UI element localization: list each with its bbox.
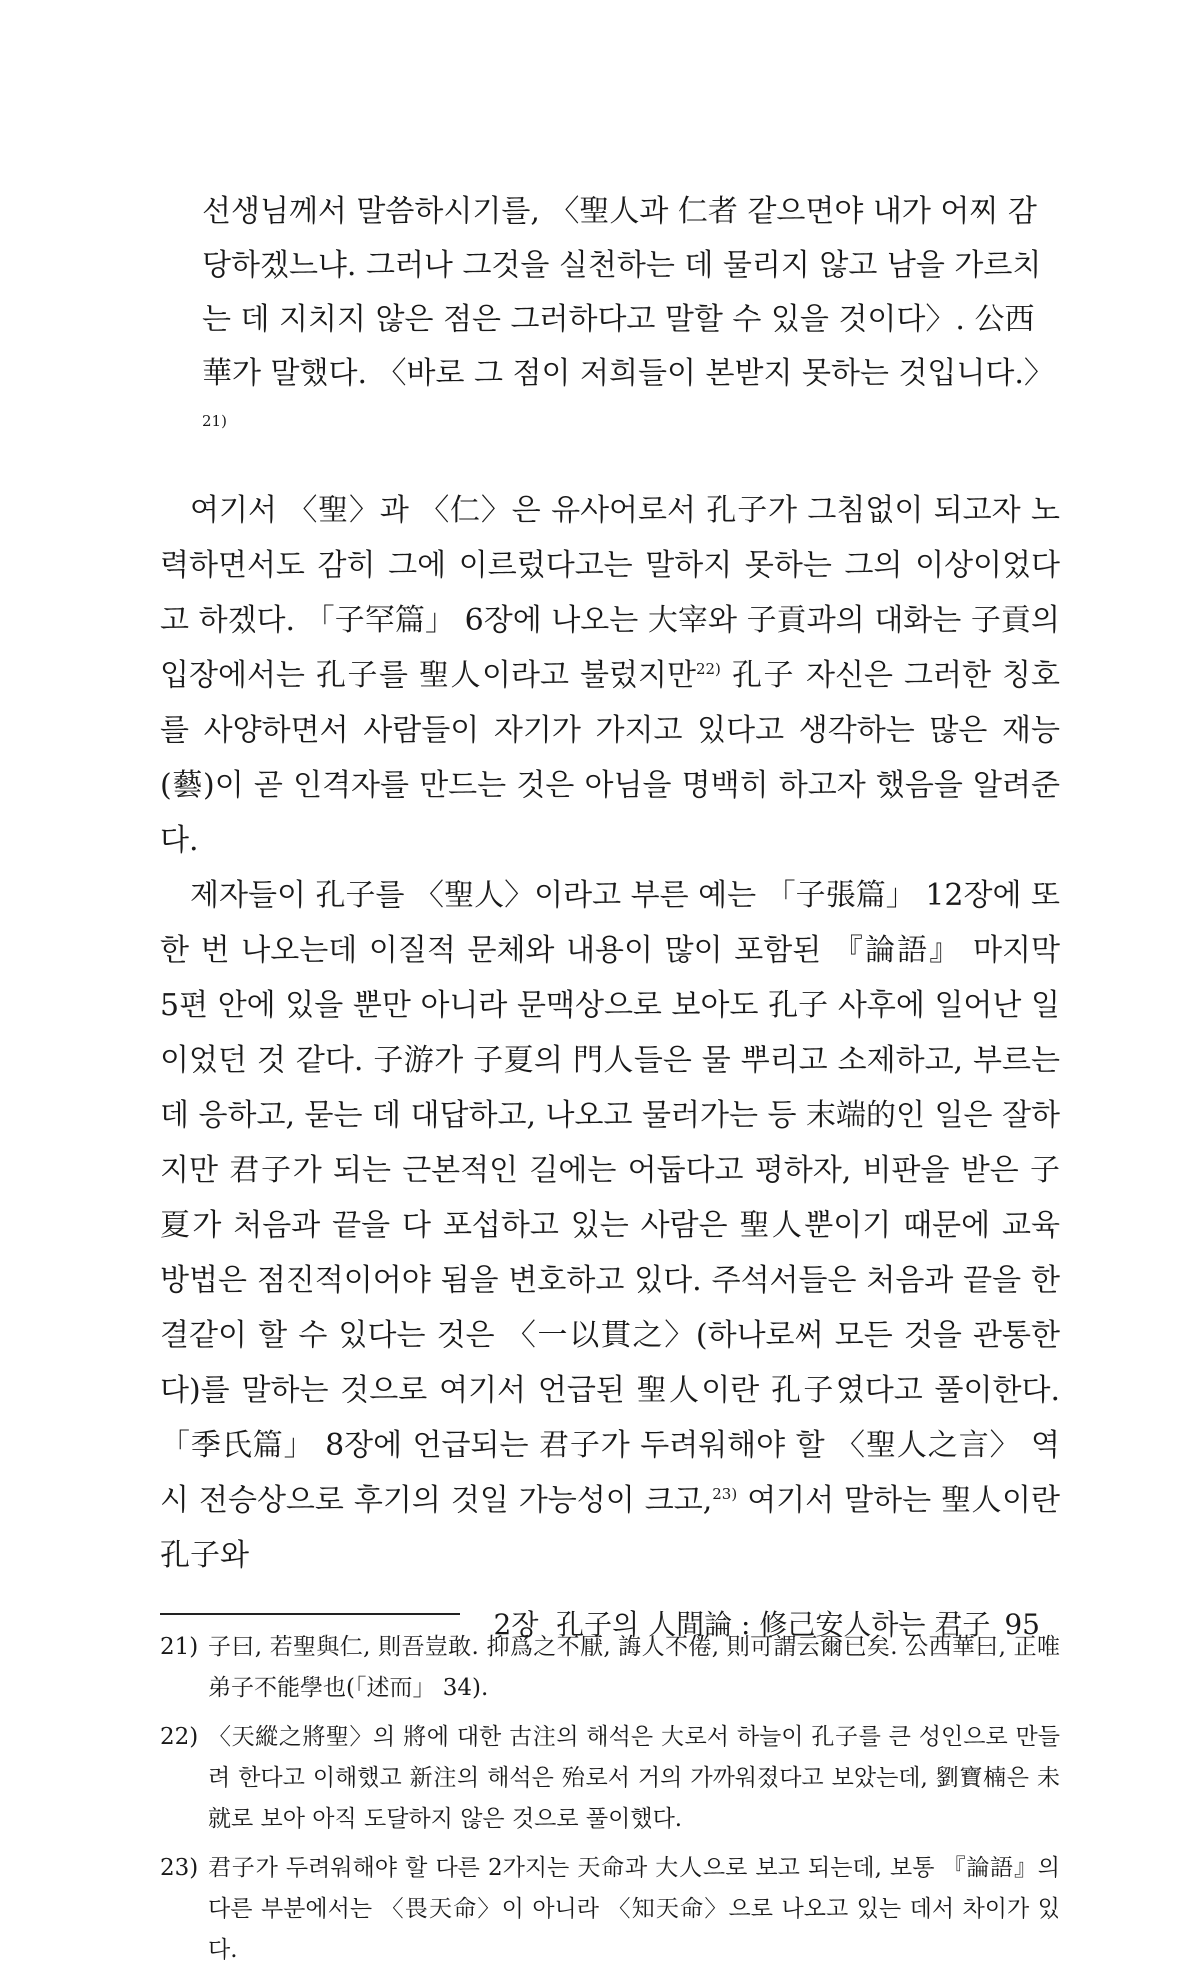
page-number: 95 <box>1004 1608 1040 1641</box>
footnote <box>160 1717 1060 1840</box>
body-text <box>160 185 1060 1979</box>
footnote-ref-22[interactable]: 22) <box>695 660 721 678</box>
footnote-ref-21[interactable]: 21) <box>202 412 227 430</box>
running-footer <box>494 1605 1041 1645</box>
paragraph-2-text-b: 여기서 말하는 聖人이란 孔子와 <box>160 1483 1060 1573</box>
quote-text: 선생님께서 말씀하시기를, 〈聖人과 仁者 같으면야 내가 어찌 감당하겠느냐. 그러나 그것을 실천하는 데 물리지 않고 남을 가르치는 데 지치지 않은 점은 그러하다고 말할 수 있을 것이다〉. 公西華가 말했다. 〈바로 그 점이 저희들이 본받지 못하는 것입니다.〉 <box>202 194 1054 391</box>
footnote-number: 22) <box>160 1724 199 1750</box>
running-title: 2장 孔子의 人間論 : 修己安人하는 君子 <box>493 1608 991 1641</box>
footnotes <box>160 1627 1060 1971</box>
paragraph-1-text-a: 여기서 〈聖〉과 〈仁〉은 유사어로서 孔子가 그침없이 되고자 노력하면서도 감히 그에 이르렀다고는 말하지 못하는 그의 이상이었다고 하겠다. 「子罕篇」 6장에 나오는 大宰와 子貢과의 대화는 子貢의 입장에서는 孔子를 聖人이라고 불렀지만 <box>160 493 1060 693</box>
block-quote <box>174 185 1060 455</box>
paragraph-1 <box>160 483 1060 868</box>
paragraph-1-text-b: 孔子 자신은 그러한 칭호를 사양하면서 사람들이 자기가 가지고 있다고 생각하는 많은 재능(藝)이 곧 인격자를 만드는 것은 아님을 명백히 하고자 했음을 알려준다. <box>160 658 1060 858</box>
footnote-divider <box>160 1613 460 1615</box>
footnote-number: 21) <box>160 1634 199 1660</box>
footnote-text: 〈天縱之將聖〉의 將에 대한 古注의 해석은 大로서 하늘이 孔子를 큰 성인으로 만들려 한다고 이해했고 新注의 해석은 殆로서 거의 가까워졌다고 보았는데, 劉寶楠은 未就로 보아 아직 도달하지 않은 것으로 풀이했다. <box>208 1724 1060 1832</box>
footnote-text: 子曰, 若聖與仁, 則吾豈敢. 抑爲之不厭, 誨人不倦, 則可謂云爾已矣. 公西華曰, 正唯弟子不能學也(「述而」 34). <box>208 1634 1060 1701</box>
paragraph-2-text-a: 제자들이 孔子를 〈聖人〉이라고 부른 예는 「子張篇」 12장에 또 한 번 나오는데 이질적 문체와 내용이 많이 포함된 『論語』 마지막 5편 안에 있을 뿐만 아니라 문맥상으로 보아도 孔子 사후에 일어난 일이었던 것 같다. 子游가 子夏의 門人들은 물 뿌리고 소제하고, 부르는 데 응하고, 묻는 데 대답하고, 나오고 물러가는 등 末端的인 일은 잘하지만 君子가 되는 근본적인 길에는 어둡다고 평하자, 비판을 받은 子夏가 처음과 끝을 다 포섭하고 있는 사람은 聖人뿐이기 때문에 교육방법은 점진적이어야 됨을 변호하고 있다. 주석서들은 처음과 끝을 한결같이 할 수 있다는 것은 〈一以貫之〉(하나로써 모든 것을 관통한다)를 말하는 것으로 여기서 언급된 聖人이란 孔子였다고 풀이한다. 「季氏篇」 8장에 언급되는 君子가 두려워해야 할 〈聖人之言〉 역시 전승상으로 후기의 것일 가능성이 크고, <box>160 878 1060 1518</box>
footnote-ref-23[interactable]: 23) <box>712 1485 738 1503</box>
paragraph-2 <box>160 868 1060 1583</box>
footnote-number: 23) <box>160 1855 199 1881</box>
footnote-text: 君子가 두려워해야 할 다른 2가지는 天命과 大人으로 보고 되는데, 보통 『論語』의 다른 부분에서는 〈畏天命〉이 아니라 〈知天命〉으로 나오고 있는 데서 차이가 있다. <box>208 1855 1060 1963</box>
footnote <box>160 1848 1060 1971</box>
